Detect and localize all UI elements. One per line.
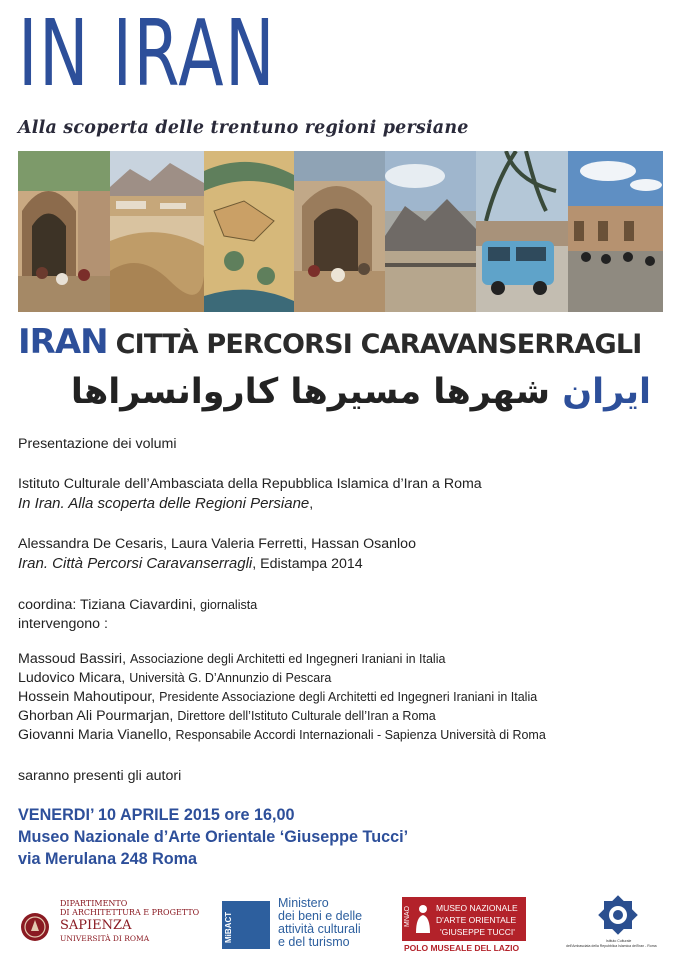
sapienza-logo bbox=[20, 897, 200, 947]
mnao-box bbox=[402, 897, 526, 941]
coordinator-role: giornalista bbox=[200, 598, 258, 612]
iranian-institute-logo bbox=[566, 893, 676, 955]
photo-desert-village bbox=[110, 151, 204, 312]
mnao-line1: MUSEO NAZIONALE bbox=[436, 903, 518, 913]
photo-caravanserai-painting-2 bbox=[294, 151, 385, 312]
book1-title: In Iran. Alla scoperta delle Regioni Persiane bbox=[18, 495, 310, 512]
headline-persian bbox=[71, 372, 651, 412]
ministero-line2: dei beni e delle bbox=[278, 909, 363, 923]
mnao-line2: D'ARTE ORIENTALE bbox=[436, 915, 517, 925]
coordinator-name: coordina: Tiziana Ciavardini, bbox=[18, 597, 201, 613]
headline-title: CITTÀ PERCORSI CARAVANSERRAGLI bbox=[115, 329, 642, 360]
speaker-name: Massoud Bassiri, bbox=[18, 651, 130, 667]
ministero-line3: attività culturali bbox=[278, 922, 361, 936]
ministero-line1: Ministero bbox=[278, 896, 329, 910]
headline bbox=[18, 322, 642, 362]
headline-persian-title: شهرها مسیرها کاروانسراها bbox=[70, 372, 551, 412]
photo-persian-miniature-map bbox=[204, 151, 294, 312]
presentation-label: Presentazione dei volumi bbox=[18, 436, 177, 452]
book1-line bbox=[18, 495, 313, 512]
speaker-name: Giovanni Maria Vianello, bbox=[18, 727, 176, 743]
speaker-row bbox=[18, 689, 537, 705]
authors-present: saranno presenti gli autori bbox=[18, 768, 182, 784]
coordinator-line bbox=[18, 597, 257, 613]
photo-caravanserai-painting bbox=[18, 151, 110, 312]
speaker-name: Ludovico Micara, bbox=[18, 670, 130, 686]
ministero-line4: e del turismo bbox=[278, 935, 350, 949]
speaker-role: Direttore dell’Istituto Culturale dell’Iran a Roma bbox=[177, 709, 436, 723]
speaker-name: Ghorban Ali Pourmarjan, bbox=[18, 708, 178, 724]
photo-caravanserai-motorbikes bbox=[568, 151, 663, 312]
polo-museale-label: POLO MUSEALE DEL LAZIO bbox=[404, 943, 520, 953]
speaker-row bbox=[18, 727, 546, 743]
book1-suffix: , bbox=[309, 496, 314, 512]
mnao-abbr: MNAO bbox=[404, 906, 411, 927]
speaker-role: Università G. D’Annunzio di Pescara bbox=[129, 671, 332, 685]
headline-iran: IRAN bbox=[18, 322, 108, 362]
book2-suffix: , Edistampa 2014 bbox=[252, 556, 363, 572]
poster-title: IN IRAN bbox=[18, 0, 276, 107]
authors-line: Alessandra De Cesaris, Laura Valeria Ferretti, Hassan Osanloo bbox=[18, 536, 416, 552]
sapienza-seal-icon bbox=[20, 911, 50, 943]
institute-line: Istituto Culturale dell’Ambasciata della Repubblica Islamica d’Iran a Roma bbox=[18, 476, 482, 492]
mnao-line3: 'GIUSEPPE TUCCI' bbox=[440, 927, 515, 937]
speaker-role: Responsabile Accordi Internazionali - Sapienza Università di Roma bbox=[175, 728, 546, 742]
iran-institute-line1: Istituto Culturale bbox=[606, 939, 632, 943]
speaker-role: Presidente Associazione degli Architetti ed Ingegneri Iraniani in Italia bbox=[159, 690, 538, 704]
sapienza-dept-line2: DI ARCHITETTURA E PROGETTO bbox=[60, 908, 200, 917]
book2-line bbox=[18, 555, 363, 572]
sapienza-university: UNIVERSITÀ DI ROMA bbox=[60, 934, 150, 943]
photo-mountain-landscape bbox=[385, 151, 476, 312]
photo-blue-van bbox=[476, 151, 568, 312]
event-venue: Museo Nazionale d’Arte Orientale ‘Giuseppe Tucci’ bbox=[18, 828, 409, 846]
speaker-name: Hossein Mahoutipour, bbox=[18, 689, 160, 705]
mibact-abbr: MiBACT bbox=[224, 911, 233, 943]
headline-persian-iran: ایران bbox=[562, 372, 651, 412]
mnao-logo bbox=[402, 897, 532, 955]
book2-title: Iran. Città Percorsi Caravanserragli bbox=[18, 555, 253, 572]
speakers-label: intervengono : bbox=[18, 616, 108, 632]
speaker-row bbox=[18, 651, 445, 667]
photo-strip bbox=[18, 151, 663, 312]
buddha-icon bbox=[414, 903, 432, 935]
sapienza-name: SAPIENZA bbox=[60, 918, 132, 933]
speaker-row bbox=[18, 708, 436, 724]
mibact-logo bbox=[222, 897, 367, 952]
speaker-row bbox=[18, 670, 331, 686]
speaker-role: Associazione degli Architetti ed Ingegneri Iraniani in Italia bbox=[129, 652, 446, 666]
iran-institute-line2: dell'Ambasciata della Repubblica Islamica dell'Iran - Roma bbox=[566, 944, 657, 948]
sapienza-dept-line1: DIPARTIMENTO bbox=[60, 899, 128, 908]
iran-star-emblem-icon bbox=[596, 893, 640, 937]
poster-subtitle: Alla scoperta delle trentuno regioni persiane bbox=[18, 118, 469, 138]
event-date: VENERDI’ 10 APRILE 2015 ore 16,00 bbox=[18, 806, 295, 824]
event-address: via Merulana 248 Roma bbox=[18, 850, 198, 868]
